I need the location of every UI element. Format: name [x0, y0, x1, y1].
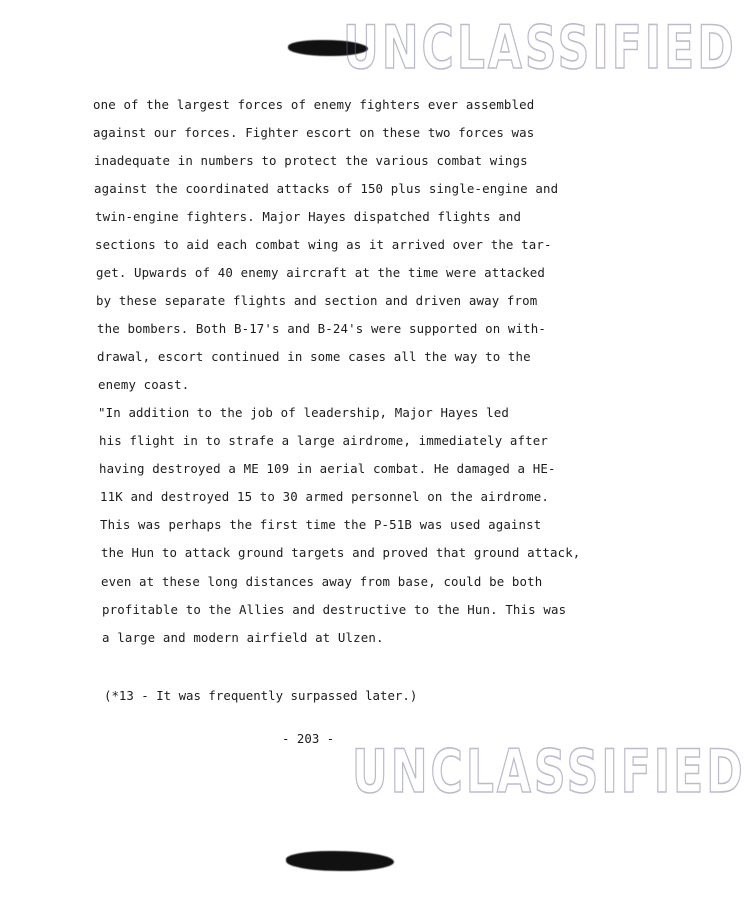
body-line: profitable to the Allies and destructive to the Hun. This was [102, 602, 567, 617]
body-line: the bombers. Both B-17's and B-24's were supported on with- [97, 321, 546, 336]
unclassified-stamp-top: UNCLASSIFIED [343, 14, 737, 83]
body-line: even at these long distances away from base, could be both [101, 574, 543, 589]
body-line: against the coordinated attacks of 150 plus single-engine and [94, 181, 559, 196]
body-line: This was perhaps the first time the P-51B was used against [100, 517, 542, 532]
body-line: sections to aid each combat wing as it arrived over the tar- [95, 237, 552, 252]
redaction-mark-bottom [286, 851, 394, 871]
body-line: inadequate in numbers to protect the various combat wings [94, 153, 528, 168]
page-number: - 203 - [282, 731, 335, 746]
unclassified-stamp-bottom: UNCLASSIFIED [352, 738, 746, 807]
body-line: drawal, escort continued in some cases all the way to the [97, 349, 531, 364]
body-line: the Hun to attack ground targets and proved that ground attack, [101, 545, 581, 560]
body-line: enemy coast. [98, 377, 190, 392]
body-line: twin-engine fighters. Major Hayes dispatched flights and [95, 209, 522, 224]
footnote: (*13 - It was frequently surpassed later.) [104, 688, 418, 703]
body-line: get. Upwards of 40 enemy aircraft at the time were attacked [96, 265, 545, 280]
body-line: having destroyed a ME 109 in aerial combat. He damaged a HE- [99, 461, 556, 476]
body-line: against our forces. Fighter escort on these two forces was [93, 125, 535, 140]
body-line: "In addition to the job of leadership, Major Hayes led [98, 405, 509, 420]
body-line: a large and modern airfield at Ulzen. [102, 630, 384, 645]
body-line: one of the largest forces of enemy fighters ever assembled [93, 97, 535, 112]
body-line: his flight in to strafe a large airdrome, immediately after [99, 433, 548, 448]
body-line: by these separate flights and section and driven away from [96, 293, 538, 308]
body-line: 11K and destroyed 15 to 30 armed personnel on the airdrome. [100, 489, 549, 504]
